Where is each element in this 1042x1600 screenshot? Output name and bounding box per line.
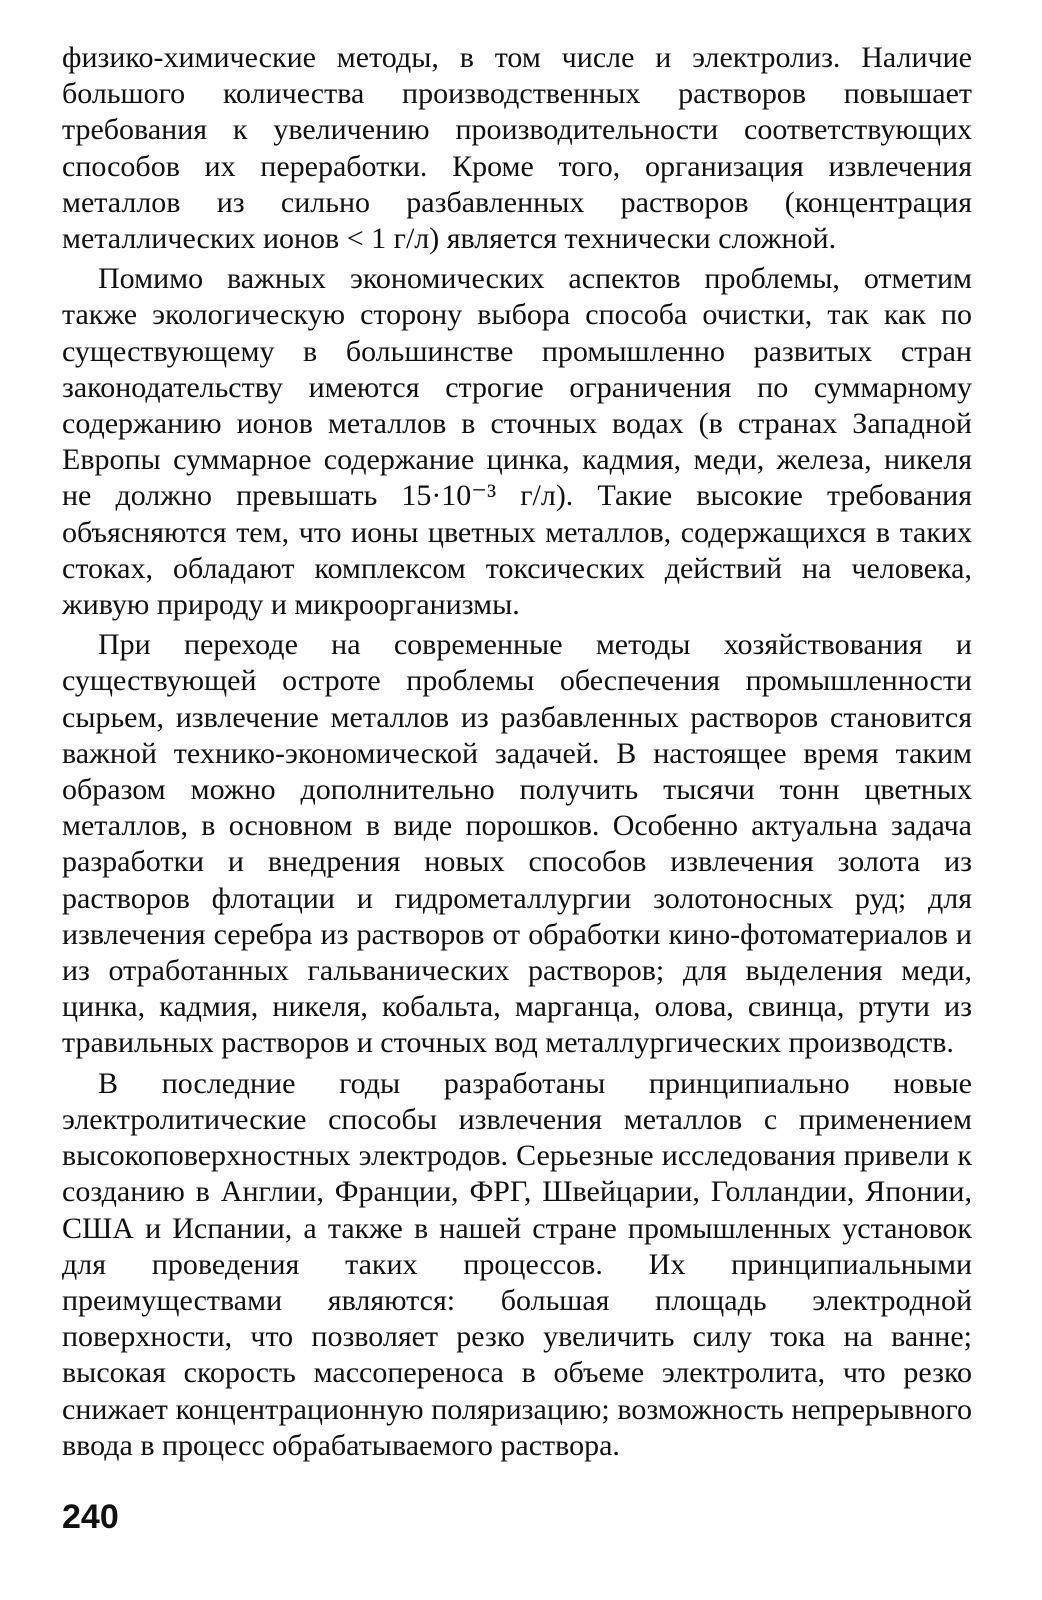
paragraph-1: физико-химические методы, в том числе и электролиз. Наличие большого количества производственных растворов повышает требования к увеличению производительности соответствующих способов их переработки. Кроме того, организация извлечения металлов из сильно разбавленных растворов (концентрация металлических ионов < 1 г/л) является технически сложной. [62,41,972,256]
page-number: 240 [62,1498,119,1536]
paragraph-2: Помимо важных экономических аспектов проблемы, отметим также экологическую сторону выбора способа очистки, так как по существующему в большинстве промышленно развитых стран законодательству имеются строгие ограничения по суммарному содержанию ионов металлов в сточных водах (в странах Западной Европы суммарное содержание цинка, кадмия, меди, железа, никеля не должно превышать 15·10⁻³ г/л). Такие высокие требования объясняются тем, что ионы цветных металлов, содержащихся в таких стоках, обладают комплексом токсических действий на человека, живую природу и микроорганизмы. [62,262,972,622]
page-body [62,40,972,1464]
paragraph-4: В последние годы разработаны принципиально новые электролитические способы извлечения металлов с применением высокоповерхностных электродов. Серьезные исследования привели к созданию в Англии, Франции, ФРГ, Швейцарии, Голландии, Японии, США и Испании, а также в нашей стране промышленных установок для проведения таких процессов. Их принципиальными преимуществами являются: большая площадь электродной поверхности, что позволяет резко увеличить силу тока на ванне; высокая скорость массопереноса в объеме электролита, что резко снижает концентрационную поляризацию; возможность непрерывного ввода в процесс обрабатываемого раствора. [62,1066,972,1462]
paragraph-3: При переходе на современные методы хозяйствования и существующей остроте проблемы обеспечения промышленности сырьем, извлечение металлов из разбавленных растворов становится важной технико-экономической задачей. В настоящее время таким образом можно дополнительно получить тысячи тонн цветных металлов, в основном в виде порошков. Особенно актуальна задача разработки и внедрения новых способов извлечения золота из растворов флотации и гидрометаллургии золотоносных руд; для извлечения серебра из растворов от обработки кино-фотоматериалов и из отработанных гальванических растворов; для выделения меди, цинка, кадмия, никеля, кобальта, марганца, олова, свинца, ртути из травильных растворов и сточных вод металлургических производств. [62,628,972,1060]
